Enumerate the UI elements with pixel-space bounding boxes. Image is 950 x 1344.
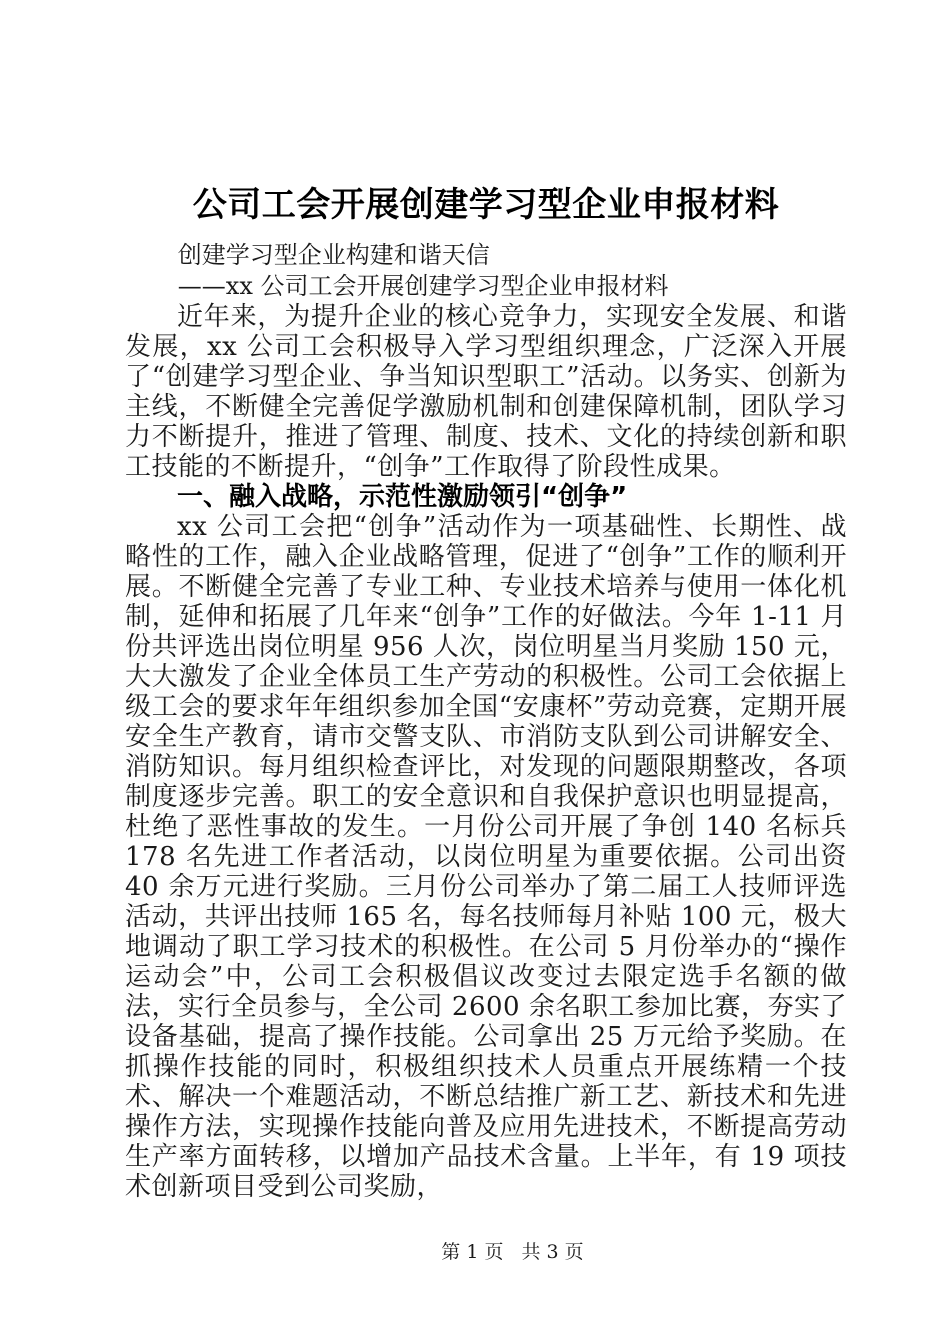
document-content <box>125 185 847 1202</box>
section-1-heading: 一、融入战略，示范性激励领引“创争” <box>177 482 628 512</box>
page-footer <box>0 1240 950 1264</box>
footer-current-page: 第 1 页 <box>441 1241 504 1263</box>
subtitle-line-1: 创建学习型企业构建和谐天信 <box>177 241 490 269</box>
subtitle-line-2: ——xx 公司工会开展创建学习型企业申报材料 <box>177 272 669 300</box>
document-title: 公司工会开展创建学习型企业申报材料 <box>192 185 780 225</box>
footer-total-pages: 共 3 页 <box>521 1241 584 1263</box>
intro-paragraph: 近年来，为提升企业的核心竞争力，实现安全发展、和谐发展，xx 公司工会积极导入学习型组织理念，广泛深入开展了“创建学习型企业、争当知识型职工”活动。以务实、创新为主线，不断健全完善促学激励机制和创建保障机制，团队学习力不断提升，推进了管理、制度、技术、文化的持续创新和职工技能的不断提升，“创争”工作取得了阶段性成果。 <box>125 302 847 482</box>
section-1-paragraph: xx 公司工会把“创争”活动作为一项基础性、长期性、战略性的工作，融入企业战略管理，促进了“创争”工作的顺利开展。不断健全完善了专业工种、专业技术培养与使用一体化机制，延伸和拓展了几年来“创争”工作的好做法。今年 1-11 月份共评选出岗位明星 956 人次，岗位明星当月奖励 150 元，大大激发了企业全体员工生产劳动的积极性。公司工会依据上级工会的要求年年组织参加全国“安康杯”劳动竞赛，定期开展安全生产教育，请市交警支队、市消防支队到公司讲解安全、消防知识。每月组织检查评比，对发现的问题限期整改，各项制度逐步完善。职工的安全意识和自我保护意识也明显提高，杜绝了恶性事故的发生。一月份公司开展了争创 140 名标兵 178 名先进工作者活动，以岗位明星为重要依据。公司出资 40 余万元进行奖励。三月份公司举办了第二届工人技师评选活动，共评出技师 165 名，每名技师每月补贴 100 元，极大地调动了职工学习技术的积极性。在公司 5 月份举办的“操作运动会”中，公司工会积极倡议改变过去限定选手名额的做法，实行全员参与，全公司 2600 余名职工参加比赛，夯实了设备基础，提高了操作技能。公司拿出 25 万元给予奖励。在抓操作技能的同时，积极组织技术人员重点开展练精一个技术、解决一个难题活动，不断总结推广新工艺、新技术和先进操作方法，实现操作技能向普及应用先进技术，不断提高劳动生产率方面转移，以增加产品技术含量。上半年，有 19 项技术创新项目受到公司奖励， <box>125 512 847 1202</box>
